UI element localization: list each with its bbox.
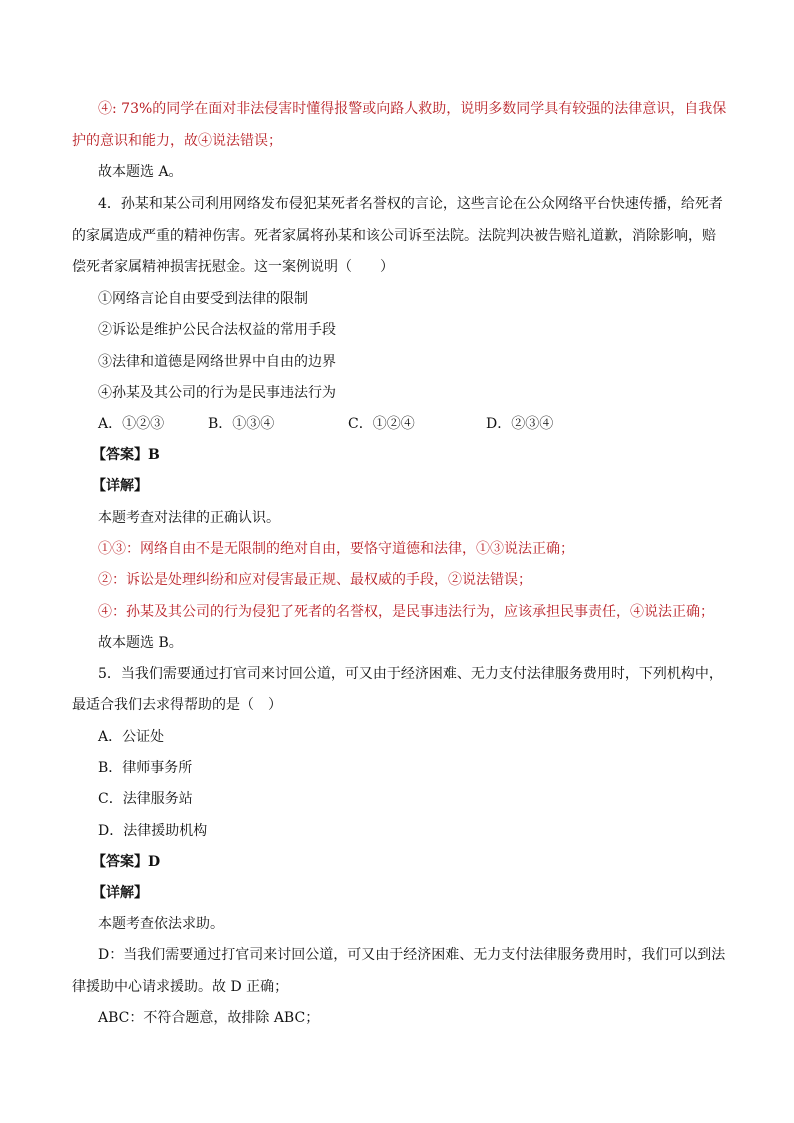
q4-stem-line-3: 偿死者家属精神损害抚慰金。这一案例说明（ ） — [72, 259, 394, 275]
q4-answer: 【答案】B — [92, 447, 160, 463]
q4-statement-2: ②诉讼是维护公民合法权益的常用手段 — [98, 322, 336, 338]
q4-detail-label: 【详解】 — [92, 478, 148, 494]
q5-analysis-line-3: ABC：不符合题意，故排除 ABC； — [98, 1010, 320, 1026]
q3-analysis-line-2: 护的意识和能力，故④说法错误； — [72, 133, 282, 149]
q4-stem-line-2: 的家属造成严重的精神伤害。死者家属将孙某和该公司诉至法院。法院判决被告赔礼道歉，消除影响，赔 — [72, 228, 716, 244]
q5-option-c: C．法律服务站 — [98, 791, 193, 807]
q4-option-d: D．②③④ — [486, 416, 554, 432]
q4-analysis-2: ②：诉讼是处理纠纷和应对侵害最正规、最权威的手段，②说法错误； — [98, 572, 532, 588]
q4-analysis-3: ④：孙某及其公司的行为侵犯了死者的名誉权，是民事违法行为，应该承担民事责任，④说法正确； — [98, 604, 714, 620]
q4-analysis-intro: 本题考查对法律的正确认识。 — [98, 510, 280, 526]
q4-conclusion: 故本题选 B。 — [98, 635, 183, 651]
q5-analysis-intro: 本题考查依法求助。 — [98, 916, 224, 932]
q3-analysis-line-1: ④: 73%的同学在面对非法侵害时懂得报警或向路人救助，说明多数同学具有较强的法律意识，自我保 — [98, 101, 727, 117]
q3-conclusion: 故本题选 A。 — [98, 164, 183, 180]
q4-statement-4: ④孙某及其公司的行为是民事违法行为 — [98, 385, 336, 401]
q5-option-b: B．律师事务所 — [98, 760, 193, 776]
q5-stem-line-1: 5．当我们需要通过打官司来讨回公道，可又由于经济困难、无力支付法律服务费用时，下列机构中， — [98, 666, 723, 682]
q4-option-c: C．①②④ — [348, 416, 415, 432]
q4-statement-3: ③法律和道德是网络世界中自由的边界 — [98, 354, 336, 370]
q5-option-d: D．法律援助机构 — [98, 823, 208, 839]
q4-statement-1: ①网络言论自由要受到法律的限制 — [98, 291, 308, 307]
q5-option-a: A．公证处 — [98, 729, 165, 745]
q5-analysis-line-2: 律援助中心请求援助。故 D 正确； — [72, 979, 289, 995]
q5-stem-line-2: 最适合我们去求得帮助的是（ ） — [72, 697, 282, 713]
q4-option-b: B．①③④ — [208, 416, 275, 432]
q5-detail-label: 【详解】 — [92, 885, 148, 901]
q4-analysis-1: ①③：网络自由不是无限制的绝对自由，要恪守道德和法律，①③说法正确； — [98, 541, 574, 557]
q5-answer: 【答案】D — [92, 854, 161, 870]
q4-stem-line-1: 4．孙某和某公司利用网络发布侵犯某死者名誉权的言论，这些言论在公众网络平台快速传播，给死者 — [98, 196, 723, 212]
q5-analysis-line-1: D：当我们需要通过打官司来讨回公道，可又由于经济困难、无力支付法律服务费用时，我们可以到法 — [98, 947, 726, 963]
q4-option-a: A．①②③ — [98, 416, 165, 432]
